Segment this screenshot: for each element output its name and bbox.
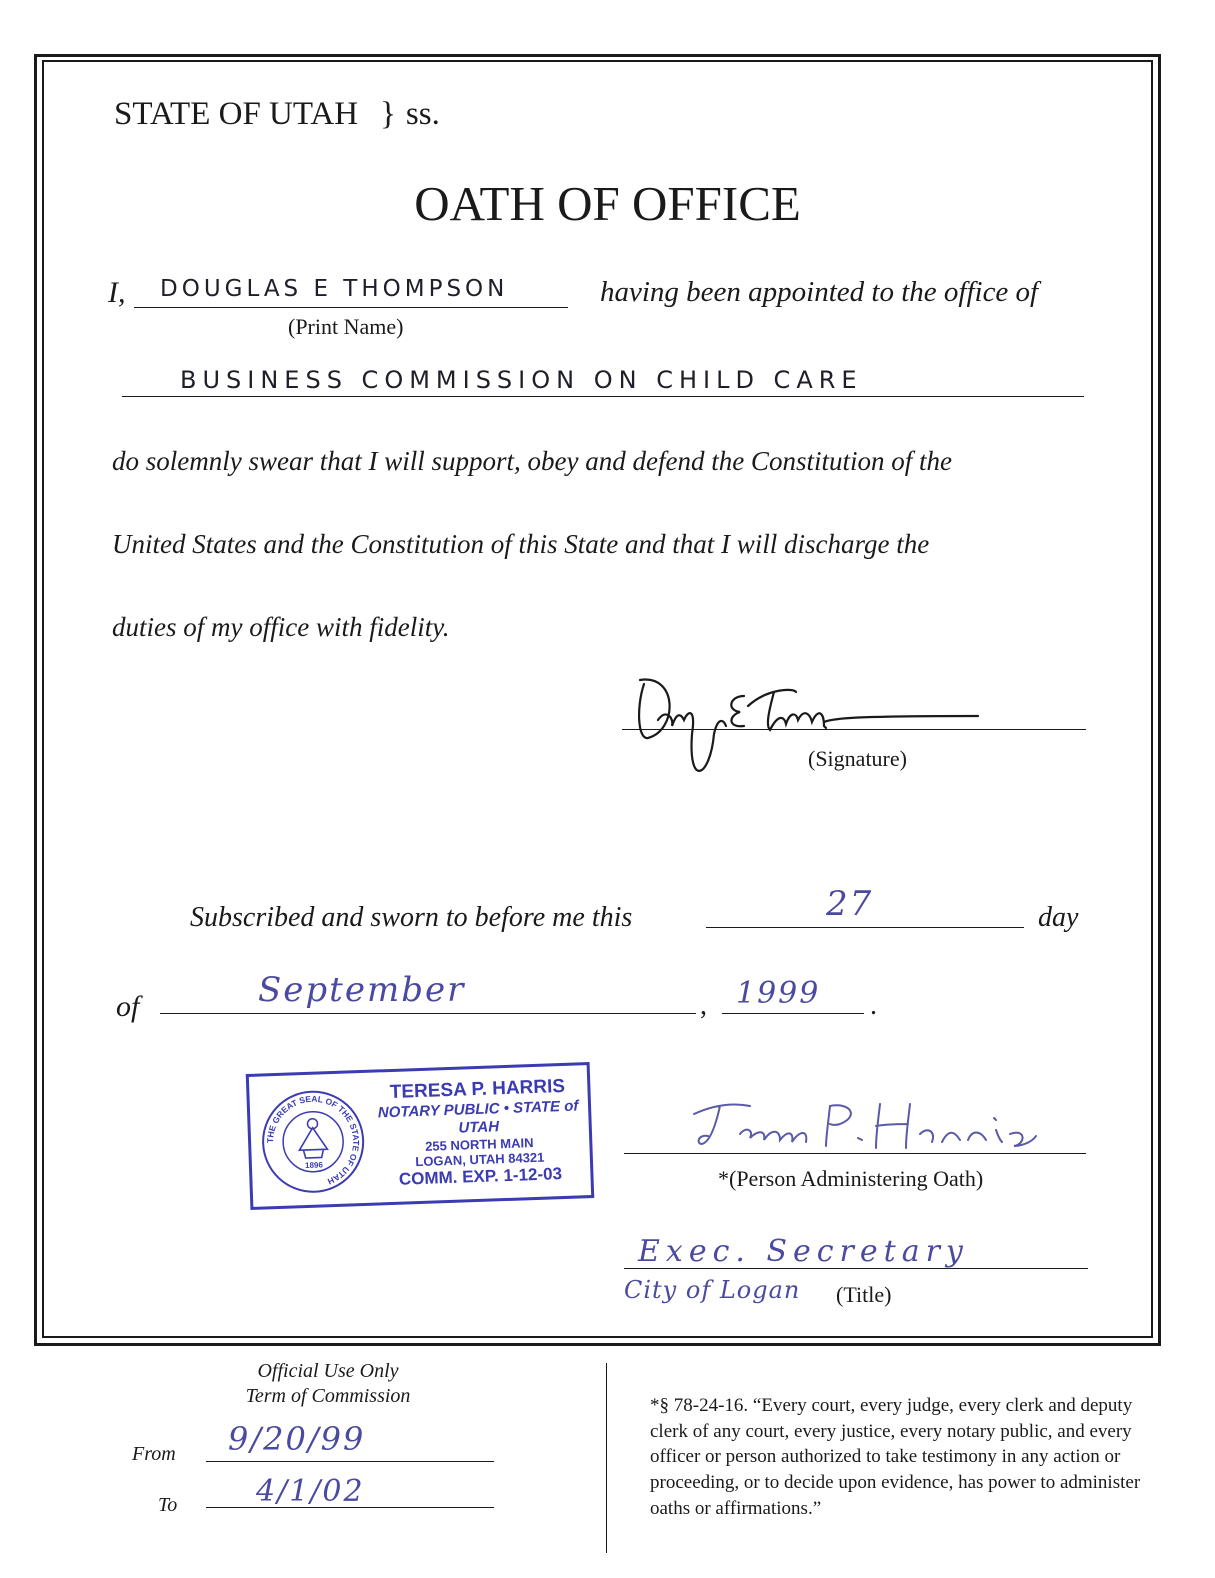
title-line xyxy=(624,1268,1088,1269)
signature-line xyxy=(622,729,1086,730)
footer-divider xyxy=(606,1363,607,1553)
signature-text: Douglas E Thompson xyxy=(808,777,826,779)
from-line xyxy=(206,1461,494,1462)
document-title: OATH OF OFFICE xyxy=(414,176,801,231)
day-line xyxy=(706,927,1024,928)
title-value-line1: Exec. Secretary xyxy=(638,1234,969,1269)
oath-prefix: I, xyxy=(108,276,126,309)
day-label: day xyxy=(1038,902,1079,933)
of-label: of xyxy=(116,990,140,1023)
notary-stamp xyxy=(246,1062,595,1210)
venue-header xyxy=(114,96,440,133)
signature-label: (Signature) xyxy=(808,746,907,771)
term-of-commission-heading: Term of Commission xyxy=(245,1385,411,1407)
day-value: 27 xyxy=(826,884,874,924)
notary-title: NOTARY PUBLIC • STATE of UTAH xyxy=(377,1097,579,1137)
notary-name: TERESA P. HARRIS xyxy=(389,1075,566,1104)
notary-expiry: COMM. EXP. 1-12-03 xyxy=(398,1164,563,1190)
state-label: STATE OF UTAH xyxy=(114,96,359,132)
year-value: 1999 xyxy=(736,976,821,1011)
title-label: (Title) xyxy=(836,1282,892,1307)
administrator-signature-text: Teresa P. Harris xyxy=(880,1155,893,1157)
administering-label: *(Person Administering Oath) xyxy=(718,1166,984,1191)
title-value-line2: City of Logan xyxy=(624,1276,801,1304)
seal-ring-text: THE GREAT SEAL OF THE STATE OF UTAH xyxy=(265,1093,362,1187)
official-use-heading: Official Use Only xyxy=(257,1360,399,1382)
month-line xyxy=(160,1013,696,1014)
subscribed-text: Subscribed and sworn to before me this xyxy=(190,902,633,933)
statute-note: *§ 78-24-16. “Every court, every judge, every clerk and deputy clerk of any court, every justice, every notary public, and every officer or person authorized to take testimony in any action or proceeding, or to decide upon evidence, has power to administer oaths or affirmations.” xyxy=(650,1395,1141,1519)
period-mark: . xyxy=(870,990,877,1021)
great-seal-icon xyxy=(257,1086,369,1198)
from-value: 9/20/99 xyxy=(228,1420,366,1458)
oath-line-1: do solemnly swear that I will support, obey and defend the Constitution of the xyxy=(112,446,952,476)
printed-name-value: DOUGLAS E THOMPSON xyxy=(160,276,509,302)
administering-line xyxy=(624,1153,1086,1154)
notary-address-2: LOGAN, UTAH 84321 xyxy=(415,1149,545,1170)
office-line xyxy=(122,396,1084,397)
print-name-label: (Print Name) xyxy=(288,314,404,339)
oath-line-2: United States and the Constitution of this State and that I will discharge the xyxy=(112,529,930,559)
oath-line-3: duties of my office with fidelity. xyxy=(112,612,450,642)
to-line xyxy=(206,1507,494,1508)
month-value: September xyxy=(258,970,466,1010)
year-line xyxy=(722,1013,864,1014)
seal-year: 1896 xyxy=(304,1160,324,1171)
appointed-text: having been appointed to the office of xyxy=(600,276,1039,308)
comma-mark: , xyxy=(700,990,707,1021)
venue-brace: } xyxy=(380,96,396,132)
administrator-signature xyxy=(680,1094,1060,1158)
to-value: 4/1/02 xyxy=(256,1474,365,1509)
ss-label: ss. xyxy=(405,96,440,132)
office-value: BUSINESS COMMISSION ON CHILD CARE xyxy=(180,366,863,394)
notary-address-1: 255 NORTH MAIN xyxy=(424,1134,534,1154)
print-name-line xyxy=(134,307,568,308)
from-label: From xyxy=(132,1443,176,1465)
oath-taker-signature xyxy=(618,668,998,792)
to-label: To xyxy=(158,1494,178,1516)
